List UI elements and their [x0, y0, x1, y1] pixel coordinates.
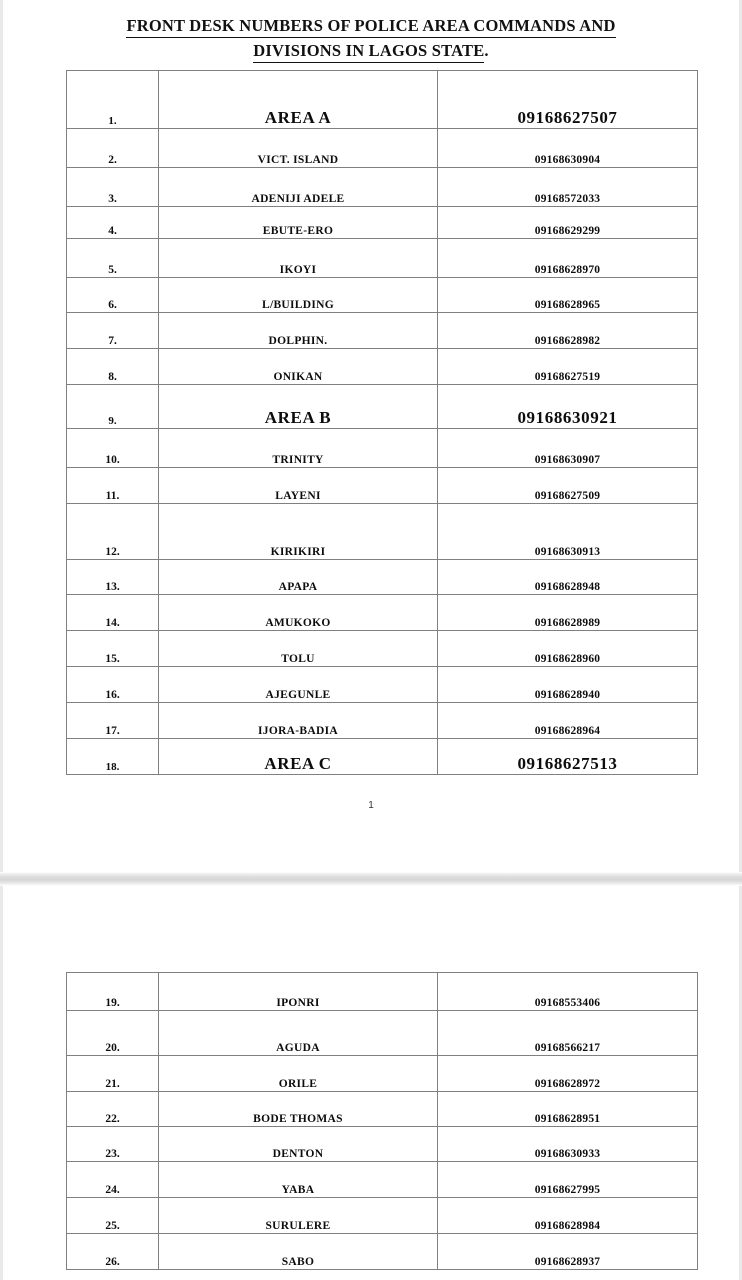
- row-index-cell: 24.: [67, 1162, 159, 1198]
- division-name-cell: AGUDA: [159, 1011, 438, 1056]
- phone-number-cell: 09168553406: [438, 973, 698, 1011]
- phone-number-cell: 09168572033: [438, 168, 698, 207]
- contact-table-page-2-body: [67, 973, 698, 1270]
- table-row: [67, 349, 698, 385]
- phone-number-cell: 09168630907: [438, 429, 698, 468]
- division-name-cell: YABA: [159, 1162, 438, 1198]
- phone-number-cell: 09168627513: [438, 739, 698, 775]
- table-row: [67, 667, 698, 703]
- table-row: [67, 278, 698, 313]
- division-name-cell: L/BUILDING: [159, 278, 438, 313]
- phone-number-cell: 09168627519: [438, 349, 698, 385]
- phone-number-cell: 09168630904: [438, 129, 698, 168]
- table-row: [67, 504, 698, 560]
- division-name-cell: VICT. ISLAND: [159, 129, 438, 168]
- phone-number-cell: 09168629299: [438, 207, 698, 239]
- table-row: [67, 1011, 698, 1056]
- row-index-cell: 20.: [67, 1011, 159, 1056]
- page-title-period: .: [484, 41, 489, 60]
- phone-number-cell: 09168628960: [438, 631, 698, 667]
- table-row: [67, 1234, 698, 1270]
- row-index-cell: 4.: [67, 207, 159, 239]
- table-row: [67, 129, 698, 168]
- division-name-cell: DOLPHIN.: [159, 313, 438, 349]
- table-row: [67, 703, 698, 739]
- phone-number-cell: 09168630913: [438, 504, 698, 560]
- page-title: [3, 0, 739, 63]
- table-row: [67, 1056, 698, 1092]
- phone-number-cell: 09168628970: [438, 239, 698, 278]
- phone-number-cell: 09168628951: [438, 1092, 698, 1127]
- table-row: [67, 1198, 698, 1234]
- division-name-cell: AMUKOKO: [159, 595, 438, 631]
- table-row: [67, 595, 698, 631]
- phone-number-cell: 09168627507: [438, 71, 698, 129]
- division-name-cell: IPONRI: [159, 973, 438, 1011]
- division-name-cell: DENTON: [159, 1127, 438, 1162]
- row-index-cell: 5.: [67, 239, 159, 278]
- phone-number-cell: 09168628989: [438, 595, 698, 631]
- row-index-cell: 14.: [67, 595, 159, 631]
- table-row: [67, 1092, 698, 1127]
- row-index-cell: 3.: [67, 168, 159, 207]
- row-index-cell: 1.: [67, 71, 159, 129]
- document-page-2: [0, 886, 742, 1280]
- table-row: [67, 71, 698, 129]
- row-index-cell: 8.: [67, 349, 159, 385]
- table-row: [67, 468, 698, 504]
- phone-number-cell: 09168628940: [438, 667, 698, 703]
- row-index-cell: 13.: [67, 560, 159, 595]
- phone-number-cell: 09168628982: [438, 313, 698, 349]
- row-index-cell: 2.: [67, 129, 159, 168]
- row-index-cell: 6.: [67, 278, 159, 313]
- phone-number-cell: 09168566217: [438, 1011, 698, 1056]
- table-row: [67, 207, 698, 239]
- phone-number-cell: 09168628937: [438, 1234, 698, 1270]
- division-name-cell: ORILE: [159, 1056, 438, 1092]
- contact-table-page-1-body: [67, 71, 698, 775]
- phone-number-cell: 09168628964: [438, 703, 698, 739]
- table-row: [67, 560, 698, 595]
- division-name-cell: ONIKAN: [159, 349, 438, 385]
- row-index-cell: 22.: [67, 1092, 159, 1127]
- division-name-cell: APAPA: [159, 560, 438, 595]
- table-row: [67, 168, 698, 207]
- contact-table-page-1: [66, 70, 698, 775]
- division-name-cell: SABO: [159, 1234, 438, 1270]
- table-row: [67, 1162, 698, 1198]
- row-index-cell: 17.: [67, 703, 159, 739]
- table-row: [67, 631, 698, 667]
- row-index-cell: 25.: [67, 1198, 159, 1234]
- division-name-cell: IJORA-BADIA: [159, 703, 438, 739]
- area-command-name-cell: AREA C: [159, 739, 438, 775]
- row-index-cell: 23.: [67, 1127, 159, 1162]
- row-index-cell: 7.: [67, 313, 159, 349]
- phone-number-cell: 09168627509: [438, 468, 698, 504]
- division-name-cell: SURULERE: [159, 1198, 438, 1234]
- row-index-cell: 16.: [67, 667, 159, 703]
- row-index-cell: 26.: [67, 1234, 159, 1270]
- table-row: [67, 313, 698, 349]
- phone-number-cell: 09168628948: [438, 560, 698, 595]
- division-name-cell: BODE THOMAS: [159, 1092, 438, 1127]
- division-name-cell: AJEGUNLE: [159, 667, 438, 703]
- contact-table-page-2-wrapper: [66, 972, 697, 1270]
- row-index-cell: 12.: [67, 504, 159, 560]
- area-command-name-cell: AREA A: [159, 71, 438, 129]
- contact-table-page-2: [66, 972, 698, 1270]
- table-row: [67, 973, 698, 1011]
- row-index-cell: 10.: [67, 429, 159, 468]
- division-name-cell: LAYENI: [159, 468, 438, 504]
- table-row: [67, 239, 698, 278]
- table-row: [67, 739, 698, 775]
- row-index-cell: 15.: [67, 631, 159, 667]
- page-title-line-2: DIVISIONS IN LAGOS STATE: [253, 39, 484, 63]
- table-row: [67, 429, 698, 468]
- row-index-cell: 9.: [67, 385, 159, 429]
- page-number-1: 1: [368, 800, 374, 811]
- phone-number-cell: 09168628972: [438, 1056, 698, 1092]
- division-name-cell: TOLU: [159, 631, 438, 667]
- row-index-cell: 18.: [67, 739, 159, 775]
- division-name-cell: IKOYI: [159, 239, 438, 278]
- division-name-cell: ADENIJI ADELE: [159, 168, 438, 207]
- phone-number-cell: 09168628984: [438, 1198, 698, 1234]
- division-name-cell: KIRIKIRI: [159, 504, 438, 560]
- contact-table-page-1-wrapper: [66, 70, 697, 775]
- division-name-cell: TRINITY: [159, 429, 438, 468]
- phone-number-cell: 09168630933: [438, 1127, 698, 1162]
- page-separator: [0, 872, 742, 886]
- row-index-cell: 11.: [67, 468, 159, 504]
- phone-number-cell: 09168628965: [438, 278, 698, 313]
- page-title-line-1: FRONT DESK NUMBERS OF POLICE AREA COMMANDS AND: [126, 14, 615, 38]
- phone-number-cell: 09168627995: [438, 1162, 698, 1198]
- area-command-name-cell: AREA B: [159, 385, 438, 429]
- table-row: [67, 385, 698, 429]
- row-index-cell: 19.: [67, 973, 159, 1011]
- row-index-cell: 21.: [67, 1056, 159, 1092]
- table-row: [67, 1127, 698, 1162]
- division-name-cell: EBUTE-ERO: [159, 207, 438, 239]
- phone-number-cell: 09168630921: [438, 385, 698, 429]
